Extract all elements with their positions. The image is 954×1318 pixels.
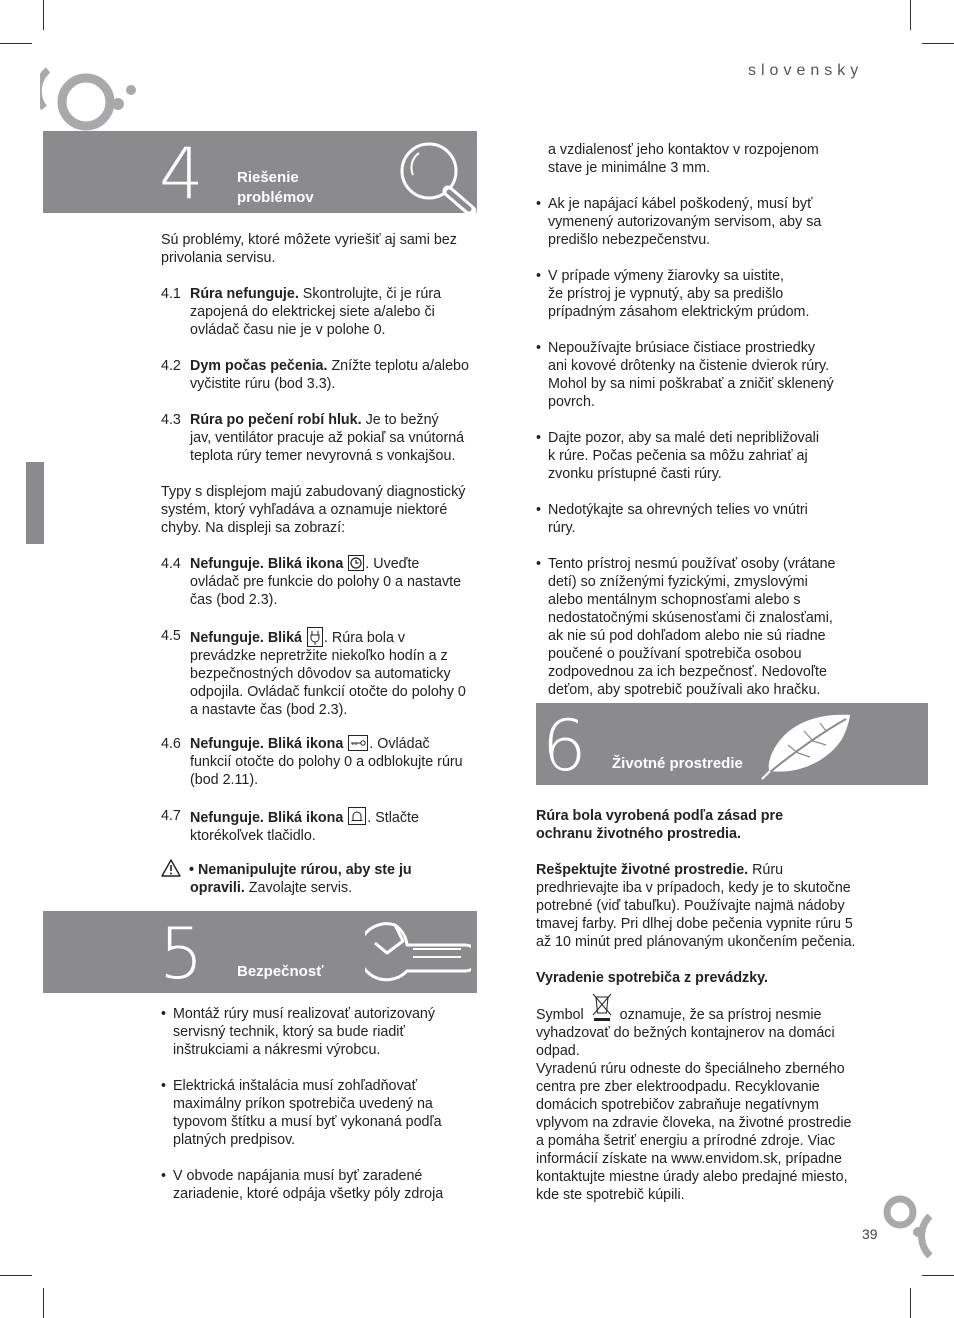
env-heading [536,807,926,843]
text-line: až 10 minút pred plánovaným ukončením pečenia. [536,934,856,950]
text-line: V obvode napájania musí byť zaradené [173,1168,423,1184]
language-label: slovensky [748,62,864,79]
section-title: Životné prostredie [612,755,743,772]
item-bold: Nefunguje. Bliká ikona [190,556,348,572]
text-line: rúry. [548,520,576,536]
section-number: 4 [159,133,204,215]
warning-bold: • Nemanipulujte rúrou, aby ste ju [189,862,412,878]
crossed-bin-icon [590,991,614,1023]
text-line: alebo mentálnym schopnosťami alebo s [548,592,801,608]
item-text [190,807,419,845]
text-line: Tento prístroj nesmú používať osoby (vrátane [548,556,836,572]
item-text [190,285,441,339]
section-number: 6 [542,705,587,787]
text-line: maximálny príkon spotrebiča uvedený na [173,1096,433,1112]
item-bold: Nefunguje. Bliká [190,630,306,646]
text-line: chyby. Na displeji sa zobrazí: [161,520,346,536]
item-text [190,735,463,789]
text-line: ak nie sú pod dohľadom alebo nie sú riadne [548,628,826,644]
bullet-text [548,429,819,483]
section-number: 5 [159,913,204,995]
bullet-item [536,267,926,327]
list-item [161,807,481,847]
text-line: a pomáha šetriť energiu a prírodné zdroje. Viac [536,1133,836,1149]
section-4-banner [43,131,477,213]
bullet: • [536,268,542,284]
page-number: 39 [862,1226,878,1242]
intro-paragraph [161,231,481,267]
crop-mark [922,1275,954,1276]
text-line: servisný technik, ktorý sa bude riadiť [173,1024,405,1040]
text-line: Mohol by sa nimi poškrabať a zničiť sklenený [548,376,834,392]
bullet-text [548,555,835,699]
item-bold: Dym počas pečenia. [190,358,328,374]
crop-mark [43,0,44,30]
text-line: oznamuje, že sa prístroj nesmie [619,1007,822,1023]
leaf-icon [758,709,858,781]
item-bold: Nefunguje. Bliká ikona [190,810,348,826]
bullet: • [161,1078,167,1094]
text-line: teplota rúry temer nevyrovná s vonkajšou. [190,448,456,464]
text-line: platných predpisov. [173,1132,296,1148]
text-line: nedostatočnými skúsenosťami či znalosťami, [548,610,833,626]
warning-triangle-icon [161,859,181,877]
continued-paragraph [548,141,928,177]
diagnostic-paragraph [161,483,481,537]
section-title-line: Riešenie [237,169,299,186]
bullet-item [536,195,926,255]
bullet-item [536,555,926,703]
text-line: zodpovednou za ich bezpečnosť. Nedovoľte [548,664,827,680]
text-line: predišlo nebezpečenstvu. [548,232,711,248]
text-line: čas (bod 2.3). [190,592,278,608]
crop-mark [0,43,32,44]
warning-bold: opravili. [190,880,245,896]
text-line: ovládač času nie je v polohe 0. [190,322,386,338]
clock-icon [348,555,364,571]
item-bold: Nefunguje. Bliká ikona [190,736,348,752]
text-line: centra pre zber elektroodpadu. Recyklovanie [536,1079,820,1095]
text-line: vyhadzovať do bežných kontajnerov na domáci [536,1025,835,1041]
text-line: inštrukciami a nákresmi výrobcu. [173,1042,381,1058]
text-line: kontaktujte miestne úrady alebo predajné miesto, [536,1169,848,1185]
text-line: k rúre. Počas pečenia sa môžu zahriať aj [548,448,808,464]
bullet-text [548,195,821,249]
text-line: ani kovové drôtenky na čistenie dvierok rúry. [548,358,830,374]
item-bold: Rúra nefunguje. [190,286,299,302]
text-line: ktorékoľvek tlačidlo. [190,828,316,844]
text-line: ovládač pre funkcie do polohy 0 a nastavte [190,574,462,590]
section-6-banner [536,703,928,785]
text-line: zapojená do elektrickej siete a/alebo či [190,304,435,320]
text-line: že prístroj je vypnutý, aby sa predišlo [548,286,784,302]
bell-icon [348,807,366,825]
text-line: Sú problémy, ktoré môžete vyriešiť aj sami bez [161,232,457,248]
text-line: . Stlačte [367,810,419,826]
text-line: Zavolajte servis. [244,880,353,896]
text-line: jav, ventilátor pracuje až pokiaľ sa vnútorná [190,430,465,446]
bullet-text [173,1167,443,1203]
text-line: Symbol [536,1007,584,1023]
item-number: 4.6 [161,736,181,752]
side-tab [26,462,44,544]
text-line: Rúra bola vyrobená podľa zásad pre [536,808,784,824]
key-lock-icon [348,735,368,751]
wrench-icon [365,917,471,987]
crop-mark [43,1288,44,1318]
list-item [161,285,481,345]
logo-circles-icon [880,1192,954,1262]
text-line: Znížte teplotu a/alebo [327,358,469,374]
text-line: Vyradenú rúru odneste do špeciálneho zberného [536,1061,845,1077]
power-plug-icon [307,627,323,647]
bullet: • [536,430,542,446]
text-line: predhrievajte iba v prípadoch, kedy je to skutočne [536,880,851,896]
text-line: Skontrolujte, či je rúra [298,286,442,302]
bullet-text [548,501,808,537]
crop-mark [910,1288,911,1318]
env-paragraph [536,861,926,951]
text-line: prípadným zásahom elektrickým prúdom. [548,304,810,320]
crop-mark [0,1275,32,1276]
disposal-heading: Vyradenie spotrebiča z prevádzky. [536,970,769,986]
text-line: . Rúra bola v [323,630,406,646]
text-line: V prípade výmeny žiarovky sa uistite, [548,268,784,284]
bullet-text [548,267,809,321]
disposal-paragraph [536,1005,926,1204]
item-text [190,555,461,609]
text-line: Nepoužívajte brúsiace čistiace prostriedky [548,340,815,356]
text-line: bezpečnostných dôvodov sa automaticky [190,666,451,682]
text-line: vymenený autorizovaným servisom, aby sa [548,214,822,230]
text-line: detí) so zníženými fyzickými, zmyslovými [548,574,808,590]
text-line: odpad. [536,1043,580,1059]
text-line: a vzdialenosť jeho kontaktov v rozpojenom [548,142,819,158]
bullet: • [161,1168,167,1184]
item-number: 4.2 [161,358,181,374]
bullet-item [161,1167,481,1207]
warning-note [161,857,481,901]
text-line: zariadenie, ktoré odpája všetky póly zdroja [173,1186,444,1202]
text-line: Rúru [748,862,784,878]
crop-mark [910,0,911,30]
list-item [161,627,481,723]
bullet-item [536,501,926,541]
text-line: systém, ktorý vyhľadáva a oznamuje niektoré [161,502,448,518]
item-text [190,411,464,465]
text-line: domácich spotrebičov zabraňuje negatívnym [536,1097,819,1113]
item-text [190,357,469,393]
bullet: • [536,196,542,212]
section-5-banner [43,911,477,993]
text-line: . Uveďte [365,556,420,572]
text-line: a nastavte čas (bod 2.3). [190,702,348,718]
bullet-item [161,1077,481,1157]
bullet-text [548,339,834,411]
magnifier-icon [393,139,477,213]
text-line: odpojila. Ovládač funkcií otočte do polohy 0 [190,684,466,700]
bullet-item [161,1005,481,1065]
logo-circles-icon [40,62,140,134]
bullet-item [536,339,926,419]
text-line: Montáž rúry musí realizovať autorizovaný [173,1006,436,1022]
text-line: funkcií otočte do polohy 0 a odblokujte rúru [190,754,463,770]
text-line: informácií získate na www.envidom.sk, prípadne [536,1151,842,1167]
text-line: Ak je napájací kábel poškodený, musí byť [548,196,813,212]
bullet-text [173,1005,435,1059]
item-number: 4.1 [161,286,181,302]
list-item [161,735,481,795]
text-line: Dajte pozor, aby sa malé deti nepribližovali [548,430,819,446]
bullet: • [536,502,542,518]
text-line: tmavej farby. Pri dlhej dobe pečenia vypnite rúru 5 [536,916,853,932]
bullet-text [173,1077,442,1149]
text-line: Typy s displejom majú zabudovaný diagnostický [161,484,466,500]
text-line: stave je minimálne 3 mm. [548,160,711,176]
text-line: kde ste spotrebič kúpili. [536,1187,685,1203]
section-title-line: problémov [237,189,314,206]
text-line: (bod 2.11). [190,772,259,788]
bullet: • [536,556,542,572]
text-line: Je to bežný [361,412,439,428]
text-line: privolania servisu. [161,250,276,266]
item-number: 4.5 [161,628,181,644]
list-item [161,357,481,397]
crop-mark [922,43,954,44]
bullet-item [536,429,926,489]
text-line: vyčistite rúru (bod 3.3). [190,376,336,392]
list-item [161,555,481,615]
text-line: Nedotýkajte sa ohrevných telies vo vnútri [548,502,808,518]
item-text [190,861,412,897]
text-line: . Ovládač [369,736,430,752]
section-title [237,168,314,208]
item-number: 4.4 [161,556,181,572]
text-line: vplyvom na zdravie človeka, na životné prostredie [536,1115,852,1131]
text-line: prevádzke nepretržite niekoľko hodín a z [190,648,448,664]
paragraph-bold: Rešpektujte životné prostredie. [536,862,749,878]
item-number: 4.3 [161,412,181,428]
text-line: potrebné (viď tabuľku). Používajte najmä nádoby [536,898,845,914]
text-line: typovom štítku a musí byť vykonaná podľa [173,1114,442,1130]
bullet: • [536,340,542,356]
text-line: Elektrická inštalácia musí zohľadňovať [173,1078,417,1094]
bullet: • [161,1006,167,1022]
text-line: ochranu životného prostredia. [536,826,741,842]
item-text [190,627,466,719]
text-line: zvonku prístupné časti rúry. [548,466,722,482]
section-title: Bezpečnosť [237,963,324,980]
text-line: poučené o používaní spotrebiča osobou [548,646,802,662]
text-line: deťom, aby spotrebič používali ako hračku. [548,682,821,698]
item-bold: Rúra po pečení robí hluk. [190,412,362,428]
text-line: povrch. [548,394,595,410]
list-item [161,411,481,471]
item-number: 4.7 [161,808,181,824]
